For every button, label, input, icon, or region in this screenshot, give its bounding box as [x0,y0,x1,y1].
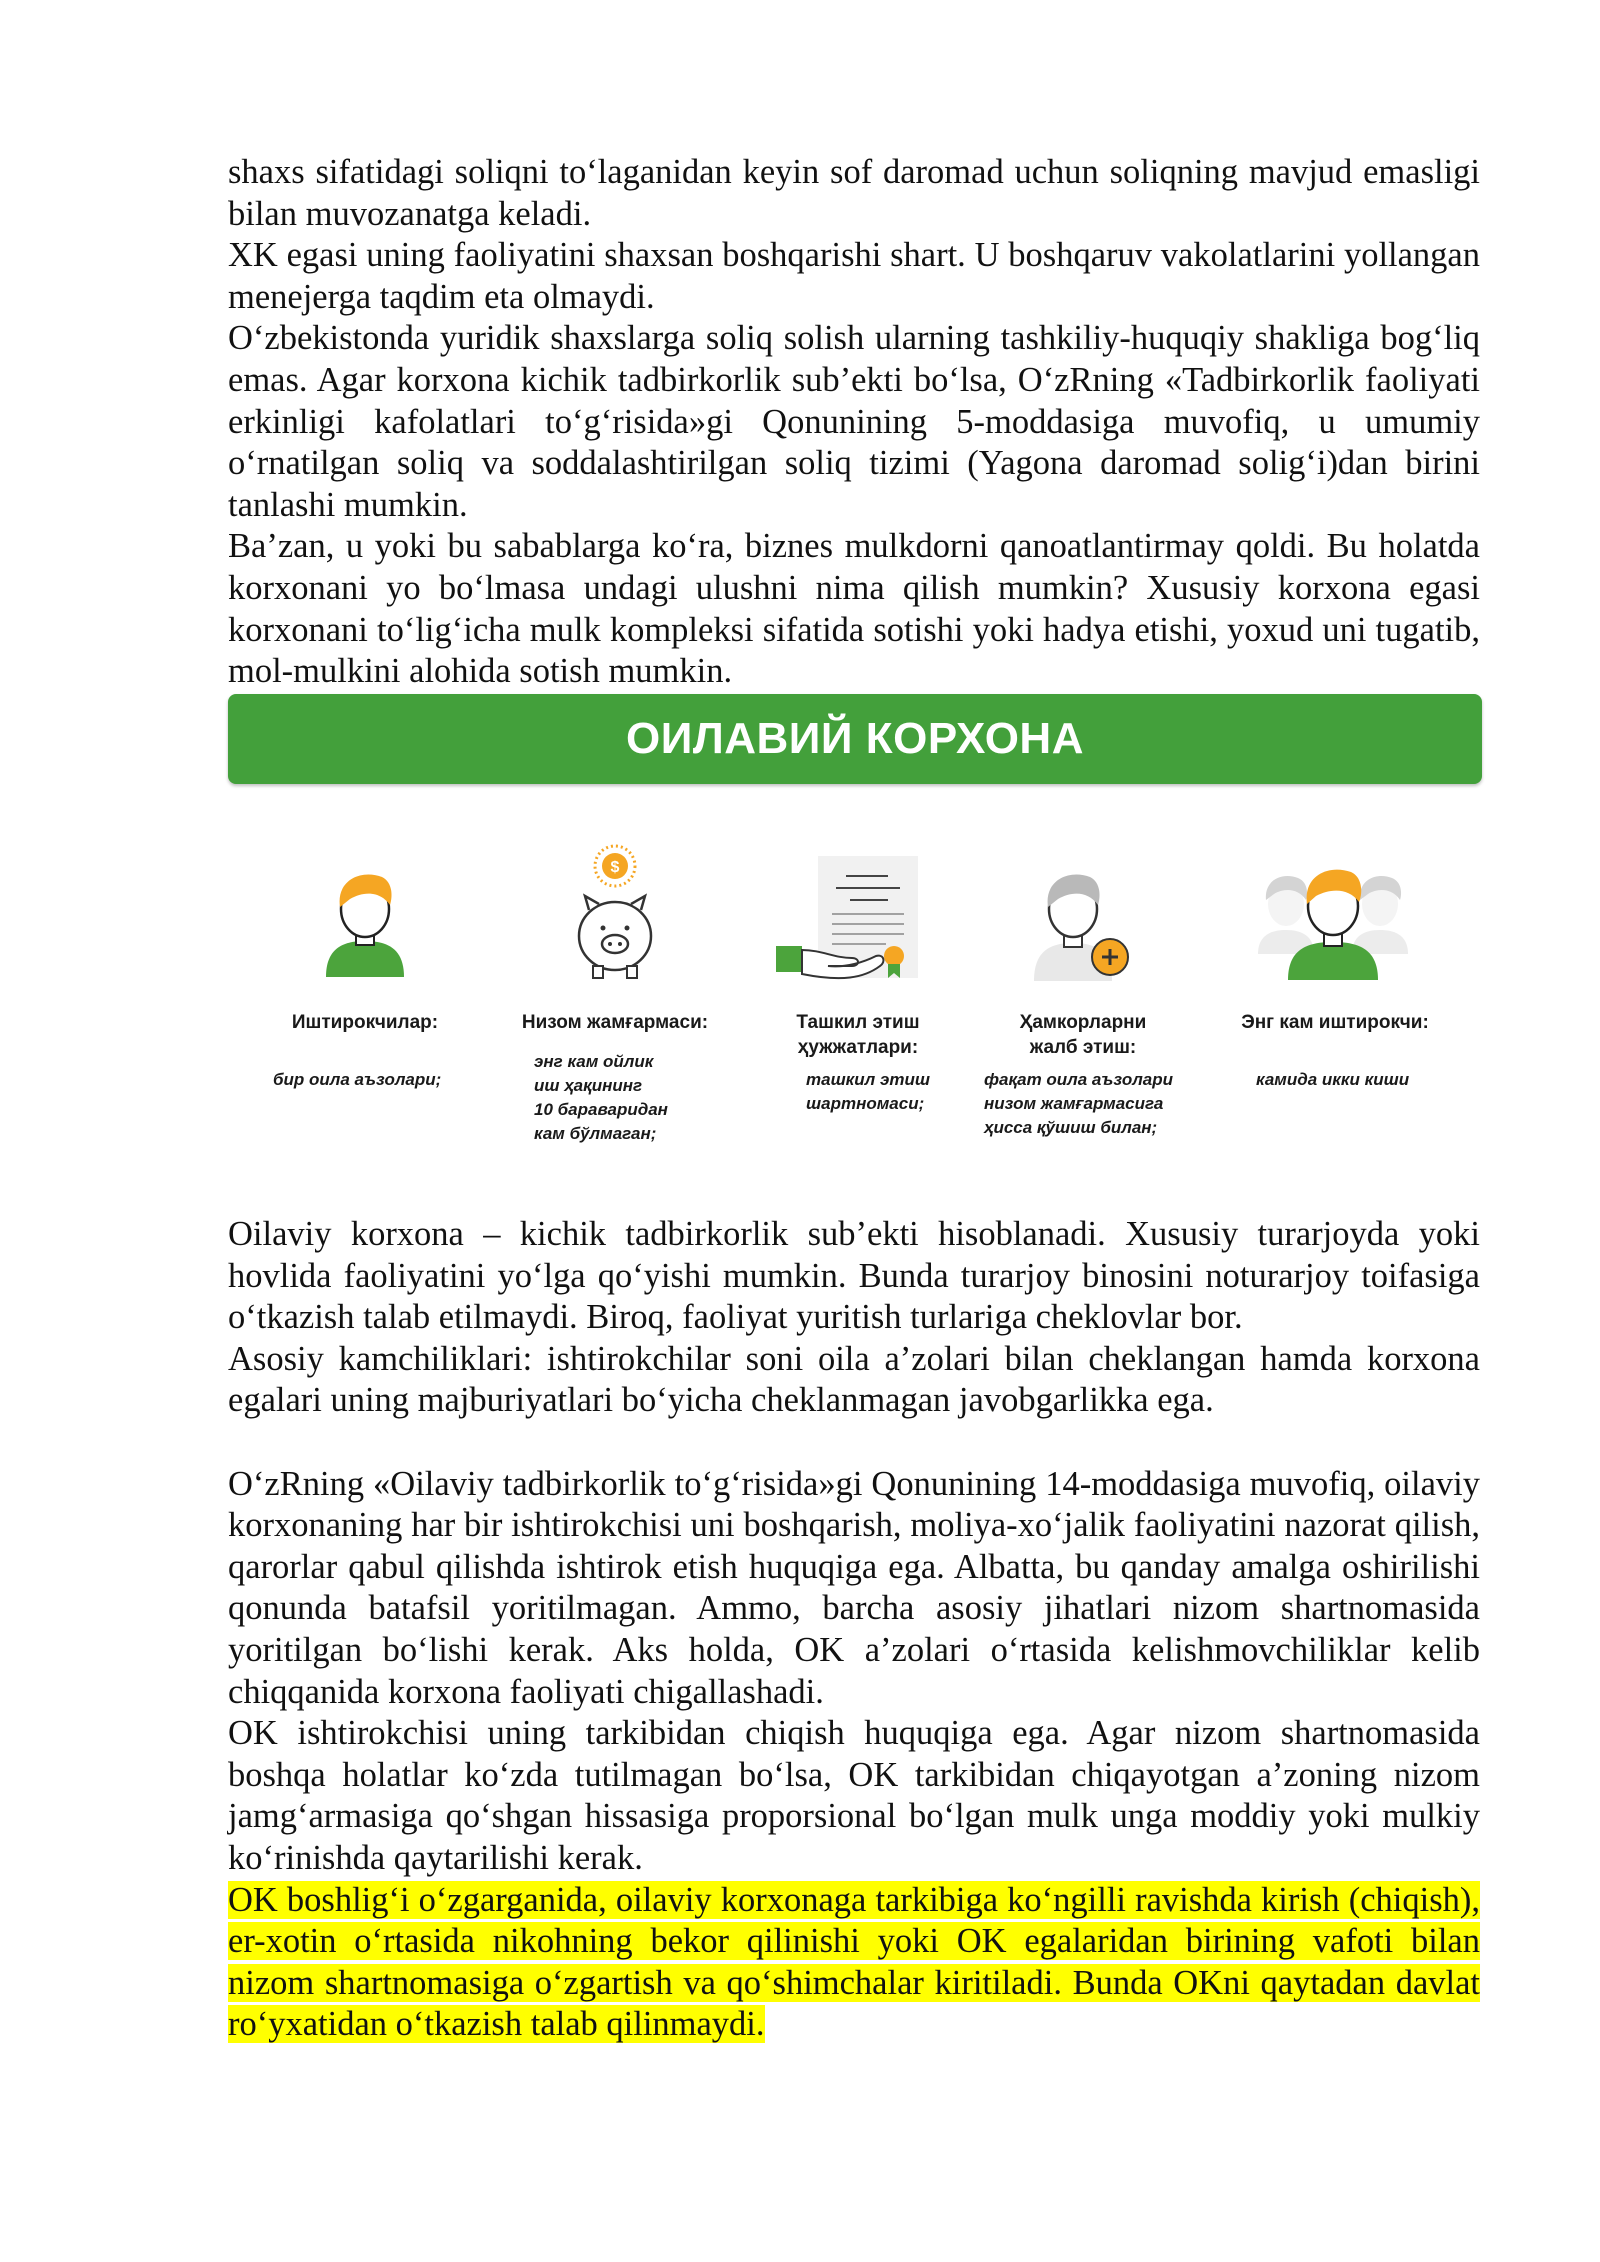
group-icon [1258,864,1408,982]
paragraph: XK egasi uning faoliyatini shaxsan boshqarishi shart. U boshqaruv vakolatlarini yollangan menejerga taqdim eta olmaydi. [228,236,1480,316]
top-text-block [228,152,1480,693]
paragraph: Ba’zan, u yoki bu sabablarga ko‘ra, biznes mulkdorni qanoatlantirmay qoldi. Bu holatda korxonani yo bo‘lmasa undagi ulushni nima qilish mumkin? Xususiy korxona egasi korxonani to‘lig‘icha mulk kompleksi sifatida sotishi yoki hadya etishi, yoxud uni tugatib, mol-mulkini alohida sotish mumkin. [228,527,1480,691]
contract-document-icon [776,854,926,984]
infographic-desc-participants: бир оила аъзолари; [273,1070,442,1089]
infographic-desc-min-participants: камида икки киши [1256,1070,1410,1089]
infographic-desc-attracting-partners: фақат оила аъзолари низом жамғармасига ҳисса қўшиш билан; [984,1070,1174,1137]
infographic-label-attracting-partners: Ҳамкорларни жалб этиш: [1019,1012,1147,1058]
highlighted-paragraph [228,1880,1480,2046]
paragraph: shaxs sifatidagi soliqni to‘laganidan keyin sof daromad uchun soliqning mavjud emasligi bilan muvozanatga keladi. [228,153,1480,233]
svg-text:$: $ [610,859,620,876]
person-icon [320,869,410,979]
infographic-desc-founding-documents: ташкил этиш шартномаси; [806,1070,930,1113]
infographic-title-banner: ОИЛАВИЙ КОРХОНА [228,694,1482,784]
family-enterprise-infographic [228,694,1482,1164]
middle-text-block [228,1214,1480,2046]
person-add-icon [1028,869,1138,984]
paragraph: O‘zRning «Oilaviy tadbirkorlik to‘g‘risida»gi Qonunining 14-moddasiga muvofiq, oilaviy korxonaning har bir ishtirokchisi uni boshqarish, moliya-xo‘jalik faoliyatini nazorat qilish, qarorlar qabul qilishda ishtirok etish huquqiga ega. Albatta, bu qanday amalga oshirilishi qonunda batafsil yoritilmagan. Ammo, barcha asosiy jihatlari nizom shartnomasida yoritilgan bo‘lishi kerak. Aks holda, OK a’zolari o‘rtasida kelishmovchiliklar kelib chiqqanida korxona faoliyati chigallashadi. [228,1464,1480,1711]
paragraph: O‘zbekistonda yuridik shaxslarga soliq solish ularning tashkiliy-huquqiy shakliga bog‘liq emas. Agar korxona kichik tadbirkorlik sub’ekti bo‘lsa, O‘zRning «Tadbirkorlik faoliyati erkinligi kafolatlari to‘g‘risida»gi Qonunining 5-moddasiga muvofiq, u umumiy o‘rnatilgan soliq va soddalashtirilgan soliq tizimi (Yagona daromad solig‘i)dan birini tanlashi mumkin. [228,319,1480,524]
infographic-label-participants: Иштирокчилар: [291,1012,439,1033]
piggy-bank-icon [565,844,665,984]
infographic-desc-charter-fund: энг кам ойлик иш ҳақининг 10 бараваридан кам бўлмаган; [534,1052,668,1143]
infographic-label-min-participants: Энг кам иштирокчи: [1241,1012,1429,1033]
infographic-label-charter-fund: Низом жамғармаси: [521,1012,709,1033]
paragraph: OK ishtirokchisi uning tarkibidan chiqish huquqiga ega. Agar nizom shartnomasida boshqa holatlar ko‘zda tutilmagan bo‘lsa, OK tarkibidan chiqayotgan a’zoning nizom jamg‘armasiga qo‘shgan hissasiga proporsional bo‘lgan mulk unga moddiy yoki mulkiy ko‘rinishda qaytarilishi kerak. [228,1714,1480,1877]
infographic-label-founding-documents: Ташкил этиш ҳужжатлари: [796,1012,920,1058]
paragraph: Oilaviy korxona – kichik tadbirkorlik sub’ekti hisoblanadi. Xususiy turarjoyda yoki hovlida faoliyatini yo‘lga qo‘yishi mumkin. Bunda turarjoy binosini noturarjoy toifasiga o‘tkazish talab etilmaydi. Biroq, faoliyat yuritish turlariga cheklovlar bor. [228,1215,1480,1337]
paragraph-gap [228,1422,1480,1464]
highlight: OK boshlig‘i o‘zgarganida, oilaviy korxonaga tarkibiga ko‘ngilli ravishda kirish (chiqish), er-xotin o‘rtasida nikohning bekor qilinishi yoki OK egalaridan birining vafoti bilan nizom shartnomasiga o‘zgartish va qo‘shimchalar kiritiladi. Bunda OKni qaytadan davlat ro‘yxatidan o‘tkazish talab qilinmaydi. [228,1880,1480,2044]
paragraph: Asosiy kamchiliklari: ishtirokchilar soni oila a’zolari bilan cheklangan hamda korxona egalari uning majburiyatlari bo‘yicha cheklanmagan javobgarlikka ega. [228,1339,1480,1420]
